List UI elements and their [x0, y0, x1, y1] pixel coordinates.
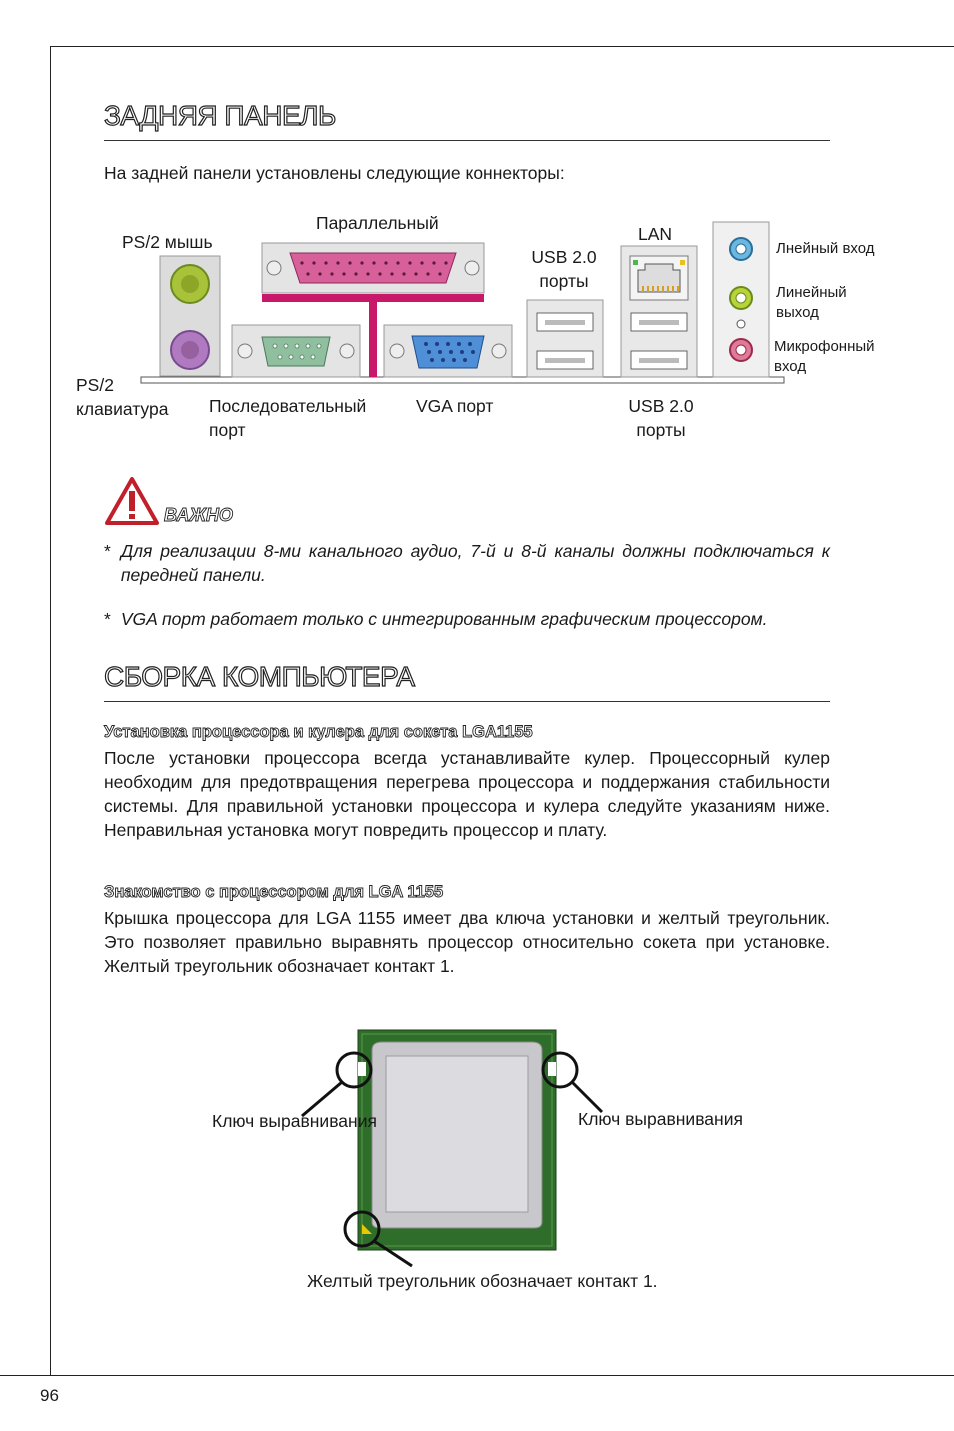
label-mic-line1: Микрофонный	[774, 338, 875, 355]
important-note-1	[104, 539, 830, 587]
cpu-lid-inner	[386, 1056, 528, 1212]
label-lan: LAN	[638, 224, 673, 244]
label-serial	[209, 394, 366, 442]
rear-panel-intro: На задней панели установлены следующие коннекторы:	[104, 163, 565, 183]
page-frame-top	[50, 46, 954, 47]
subsection-title-cpu-intro: Знакомство с процессором для LGA 1155	[104, 883, 444, 901]
note-1-bullet: *	[104, 541, 111, 561]
label-line-out-line1: Линейный	[776, 284, 847, 301]
label-parallel: Параллельный	[316, 213, 439, 233]
mic-jack-hole	[736, 345, 746, 355]
subsection-text-cpu-install: После установки процессора всегда устанавливайте кулер. Процессорный кулер необходим для предотвращения перегрева процессора и поддержания стабильности системы. Для правильной установки процессора и кулера следуйте указаниям ниже. Неправильная установка могут повредить процессор и плату.	[104, 748, 830, 840]
label-usb-bottom	[620, 394, 702, 442]
page-number: 96	[40, 1386, 59, 1405]
usb-port-right-bottom-tongue	[639, 358, 679, 363]
label-ps2-keyboard-line1: PS/2	[76, 375, 114, 395]
parallel-screw-left	[267, 261, 281, 275]
subsection-text-cpu-intro: Крышка процессора для LGA 1155 имеет два ключа установки и желтый треугольник. Это позволяет правильно выравнять процессор относительно сокета при установке. Желтый треугольник обозначает контакт 1.	[104, 908, 830, 976]
subsection-title-cpu-install: Установка процессора и кулера для сокета LGA1155	[104, 723, 533, 741]
pointer-bracket-vertical	[369, 300, 377, 377]
serial-screw-right	[340, 344, 354, 358]
label-mic-line2: вход	[774, 358, 807, 375]
section-rule-2	[104, 701, 830, 702]
label-usb-bottom-line1: USB 2.0	[628, 396, 694, 416]
label-vga: VGA порт	[416, 396, 494, 416]
line-out-jack-hole	[736, 293, 746, 303]
label-ps2-mouse: PS/2 мышь	[122, 232, 213, 252]
note-1-text: Для реализации 8-ми канального аудио, 7-й и 8-й каналы должны подключаться к передней панели.	[120, 541, 830, 585]
section-rule	[104, 140, 830, 141]
usb-port-left-top-tongue	[545, 320, 585, 325]
label-key-right: Ключ выравнивания	[578, 1109, 743, 1129]
vga-screw-left	[390, 344, 404, 358]
cpu-figure	[290, 1020, 610, 1270]
vga-screw-right	[492, 344, 506, 358]
ps2-keyboard-port-core	[181, 341, 199, 359]
lan-led-right	[680, 260, 685, 265]
warning-triangle-icon	[104, 476, 160, 526]
serial-screw-left	[238, 344, 252, 358]
ps2-mouse-port-core	[181, 275, 199, 293]
page-frame-bottom	[0, 1375, 954, 1376]
line-in-jack-hole	[736, 244, 746, 254]
parallel-port	[290, 253, 456, 283]
label-ps2-keyboard-line2: клавиатура	[76, 399, 169, 419]
note-2-bullet: *	[104, 609, 111, 629]
section-title-rear-panel: ЗАДНЯЯ ПАНЕЛЬ	[104, 100, 336, 131]
label-usb-bottom-line2: порты	[636, 420, 686, 440]
cpu-notch-right	[548, 1062, 556, 1076]
usb-port-right-top-tongue	[639, 320, 679, 325]
usb-port-left-bottom-tongue	[545, 358, 585, 363]
label-pin1-triangle: Желтый треугольник обозначает контакт 1.	[307, 1271, 658, 1291]
important-note-2	[104, 607, 830, 631]
serial-port	[262, 337, 330, 366]
label-key-left: Ключ выравнивания	[212, 1111, 377, 1131]
label-usb-top-line1: USB 2.0	[531, 247, 597, 267]
cpu-notch-left	[358, 1062, 366, 1076]
label-usb-top	[524, 245, 604, 293]
label-mic	[774, 337, 875, 377]
label-line-out-line2: выход	[776, 304, 819, 321]
important-label: ВАЖНО	[164, 505, 234, 525]
label-ps2-keyboard	[76, 373, 168, 421]
section-title-assembly: СБОРКА КОМПЬЮТЕРА	[104, 661, 415, 692]
io-shield-base	[141, 377, 784, 383]
lan-led-left	[633, 260, 638, 265]
note-2-text: VGA порт работает только с интегрированным графическим процессором.	[120, 609, 768, 629]
label-usb-top-line2: порты	[539, 271, 589, 291]
label-line-out	[776, 283, 847, 323]
label-serial-line1: Последовательный	[209, 396, 367, 416]
label-serial-line2: порт	[209, 420, 246, 440]
label-line-in: Лнейный вход	[776, 240, 875, 257]
parallel-screw-right	[465, 261, 479, 275]
audio-led	[737, 320, 745, 328]
